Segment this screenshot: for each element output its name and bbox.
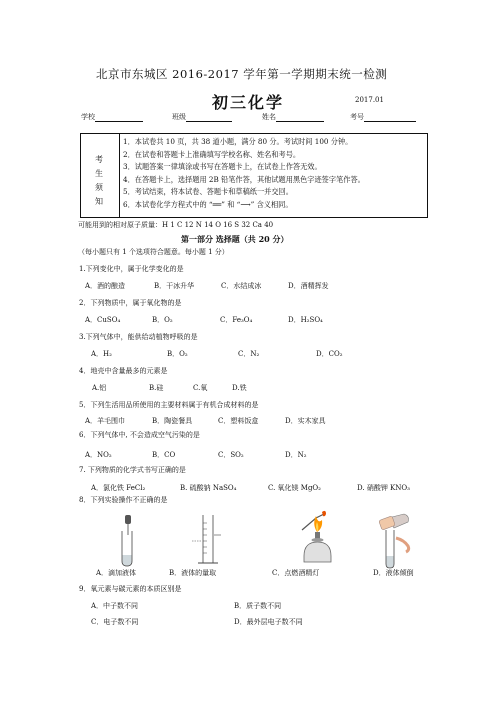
q4-option-d[interactable]: D.铁 xyxy=(232,384,247,392)
exam-date: 2017.01 xyxy=(355,96,384,104)
question-3-stem: 3.下列气体中，能供给动植物呼吸的是 xyxy=(79,333,198,341)
class-blank[interactable] xyxy=(186,113,232,122)
dropper-adding-liquid-image xyxy=(112,515,146,567)
q1-option-d[interactable]: D．酒精挥发 xyxy=(288,282,329,290)
q9-option-c[interactable]: C．电子数不同 xyxy=(91,618,139,626)
field-school-label: 学校 xyxy=(81,113,95,121)
id-blank[interactable] xyxy=(364,113,416,122)
q1-option-a[interactable]: A．酒的酿造 xyxy=(85,282,126,290)
q1-option-c[interactable]: C．水结成冰 xyxy=(221,282,262,290)
q4-option-b[interactable]: B.硅 xyxy=(149,384,164,392)
exam-title: 北京市东城区 2016-2017 学年第一学期期末统一检测 xyxy=(96,67,388,81)
notice-label xyxy=(81,134,120,217)
field-name-label: 姓名 xyxy=(262,113,276,121)
atomic-masses: 可能用到的相对原子质量：H 1 C 12 N 14 O 16 S 32 Ca 40 xyxy=(78,221,274,229)
field-class xyxy=(172,113,232,122)
q5-option-c[interactable]: C．塑料饭盒 xyxy=(218,417,259,425)
q5-option-d[interactable]: D．实木家具 xyxy=(285,417,326,425)
q2-option-b[interactable]: B．O₂ xyxy=(152,316,173,324)
notice-item: 4．在答题卡上，选择题用 2B 铅笔作答，其他试题用黑色字迹签字笔作答。 xyxy=(123,174,365,184)
part-note: （每小题只有 1 个选项符合题意。每小题 1 分） xyxy=(78,248,229,256)
q7-option-d[interactable]: D. 硝酸钾 KNO₃ xyxy=(357,484,410,492)
field-id xyxy=(350,113,416,122)
q1-option-b[interactable]: B．干冰升华 xyxy=(154,282,195,290)
q2-option-d[interactable]: D．H₂SO₄ xyxy=(288,316,323,324)
q6-option-a[interactable]: A．NO₂ xyxy=(85,451,112,459)
question-1-stem: 1.下列变化中，属于化学变化的是 xyxy=(79,265,184,273)
q5-option-b[interactable]: B．陶瓷餐具 xyxy=(152,417,193,425)
notice-label-char: 考 xyxy=(95,155,103,164)
q7-option-a[interactable]: A．氯化铁 FeCl₂ xyxy=(91,484,146,492)
q4-option-c[interactable]: C.氧 xyxy=(193,384,208,392)
q6-option-b[interactable]: B．CO xyxy=(152,451,176,459)
measuring-cylinder-image xyxy=(190,513,226,569)
notice-item: 1．本试卷共 10 页，共 38 道小题，满分 80 分。考试时间 100 分钟。 xyxy=(123,137,353,146)
q2-option-c[interactable]: C．Fe₃O₄ xyxy=(220,316,253,324)
notice-label-char: 知 xyxy=(95,197,103,206)
q8-option-c[interactable]: C．点燃酒精灯 xyxy=(272,569,320,577)
question-4-stem: 4．地壳中含量最多的元素是 xyxy=(79,367,168,375)
alcohol-lamp-lighting-image xyxy=(290,510,342,570)
notice-label-char: 须 xyxy=(95,183,103,192)
question-2-stem: 2．下列物质中，属于氧化物的是 xyxy=(79,299,182,307)
q2-option-a[interactable]: A．CuSO₄ xyxy=(85,316,121,324)
q9-option-d[interactable]: D．最外层电子数不同 xyxy=(234,618,303,626)
part-title: 第一部分 选择题（共 20 分） xyxy=(181,234,289,244)
subject-title: 初三化学 xyxy=(212,93,285,112)
candidate-notice-box xyxy=(80,133,428,218)
q8-option-a[interactable]: A．滴加液体 xyxy=(96,569,137,577)
q8-option-d[interactable]: D．液体倾倒 xyxy=(373,569,414,577)
q3-option-c[interactable]: C．N₂ xyxy=(238,350,260,358)
q6-option-c[interactable]: C．SO₂ xyxy=(218,451,244,459)
q9-option-b[interactable]: B．质子数不同 xyxy=(234,602,282,610)
q9-option-a[interactable]: A．中子数不同 xyxy=(91,602,139,610)
question-5-stem: 5．下列生活用品所使用的主要材料属于有机合成材料的是 xyxy=(79,401,259,409)
notice-item: 2．在试卷和答题卡上准确填写学校名称、姓名和考号。 xyxy=(123,149,301,159)
school-blank[interactable] xyxy=(95,113,143,122)
q3-option-b[interactable]: B．O₂ xyxy=(167,350,188,358)
field-name xyxy=(262,113,324,122)
q7-option-b[interactable]: B. 硫酸钠 NaSO₄ xyxy=(180,484,237,492)
q8-option-b[interactable]: B．液体的量取 xyxy=(169,569,217,577)
notice-items xyxy=(123,136,365,212)
notice-label-char: 生 xyxy=(95,169,103,178)
question-9-stem: 9．氧元素与碳元素的本质区别是 xyxy=(79,585,182,593)
field-class-label: 班级 xyxy=(172,113,186,121)
q7-option-c[interactable]: C. 氧化镁 MgO₂ xyxy=(268,484,321,492)
liquid-pouring-image xyxy=(374,510,414,570)
question-8-stem: 8．下列实验操作不正确的是 xyxy=(79,496,168,504)
name-blank[interactable] xyxy=(276,113,324,122)
q4-option-a[interactable]: A.铝 xyxy=(92,384,107,392)
field-id-label: 考号 xyxy=(350,113,364,121)
question-7-stem: 7. 下列物质的化学式书写正确的是 xyxy=(79,466,186,474)
q3-option-a[interactable]: A．H₂ xyxy=(91,350,112,358)
field-school xyxy=(81,113,143,122)
q6-option-d[interactable]: D．N₂ xyxy=(285,451,307,459)
notice-item: 5．考试结束，将本试卷、答题卡和草稿纸一并交回。 xyxy=(123,187,293,197)
notice-item: 3．试题答案一律填涂或书写在答题卡上，在试卷上作答无效。 xyxy=(123,162,322,172)
notice-item: 6．本试卷化学方程式中的 “══” 和 “⟶” 含义相同。 xyxy=(123,199,293,209)
question-6-stem: 6．下列气体中, 不会造成空气污染的是 xyxy=(79,431,200,439)
q5-option-a[interactable]: A．羊毛围巾 xyxy=(85,417,126,425)
q3-option-d[interactable]: D．CO₂ xyxy=(316,350,343,358)
